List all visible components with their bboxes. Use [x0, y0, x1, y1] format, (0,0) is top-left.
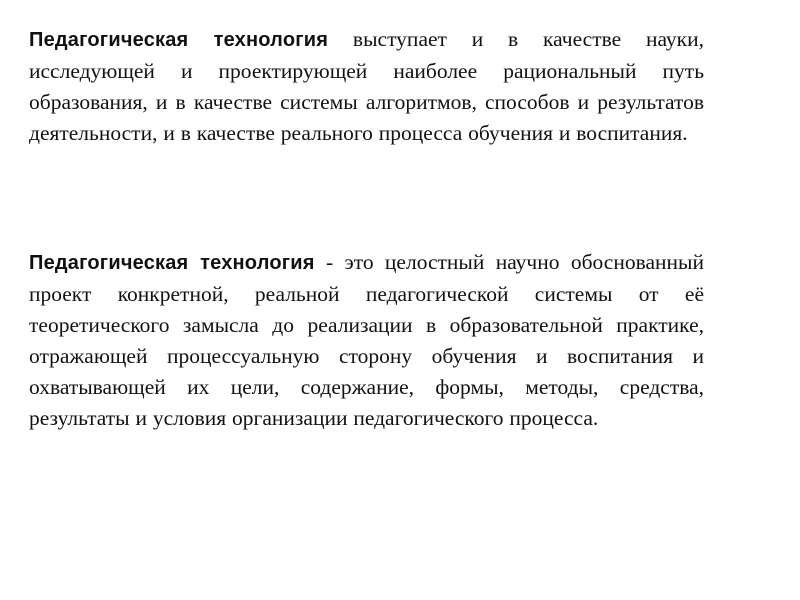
term-pedagogical-technology: Педагогическая технология [29, 29, 329, 51]
definition-paragraph-2 [29, 247, 704, 434]
definition-text: выступает и в качестве науки, исследующей и проектирующей наиболее рациональный путь образования, и в качестве системы алгоритмов, способов и результатов деятельности, и в качестве реального процесса обучения и воспитания. [29, 27, 704, 145]
definition-text: - это целостный научно обоснованный проект конкретной, реальной педагогической системы от её теоретического замысла до реализации в образовательной практике, отражающей процессуальную сторону обучения и воспитания и охватывающей их цели, содержание, формы, методы, средства, результаты и условия организации педагогического процесса. [29, 250, 704, 430]
term-pedagogical-technology: Педагогическая технология [29, 252, 315, 274]
definition-paragraph-1 [29, 24, 704, 149]
